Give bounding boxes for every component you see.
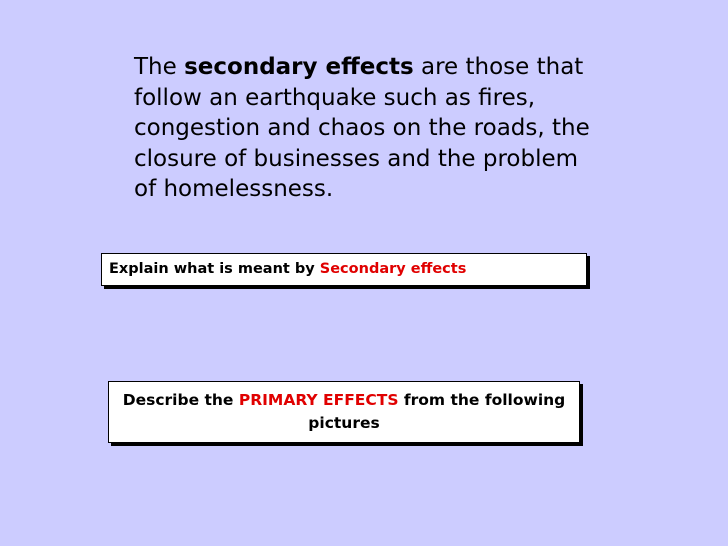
task-primary-prefix: Describe the — [122, 391, 239, 409]
definition-term: secondary effects — [184, 54, 414, 80]
task-secondary-prefix: Explain what is meant by — [109, 261, 320, 277]
definition-prefix: The — [134, 54, 185, 80]
task-primary-highlight: PRIMARY EFFECTS — [238, 391, 399, 409]
definition-suffix: are those that follow an earthquake such as fires, congestion and chaos on the roads, the closure of businesses and the problem of homelessness. — [134, 54, 590, 202]
explain-secondary-effects-task — [101, 253, 587, 286]
task-primary-suffix: from the following pictures — [308, 391, 566, 432]
describe-primary-effects-task — [108, 381, 580, 443]
secondary-effects-definition — [134, 52, 604, 205]
task-secondary-highlight: Secondary effects — [319, 261, 467, 277]
